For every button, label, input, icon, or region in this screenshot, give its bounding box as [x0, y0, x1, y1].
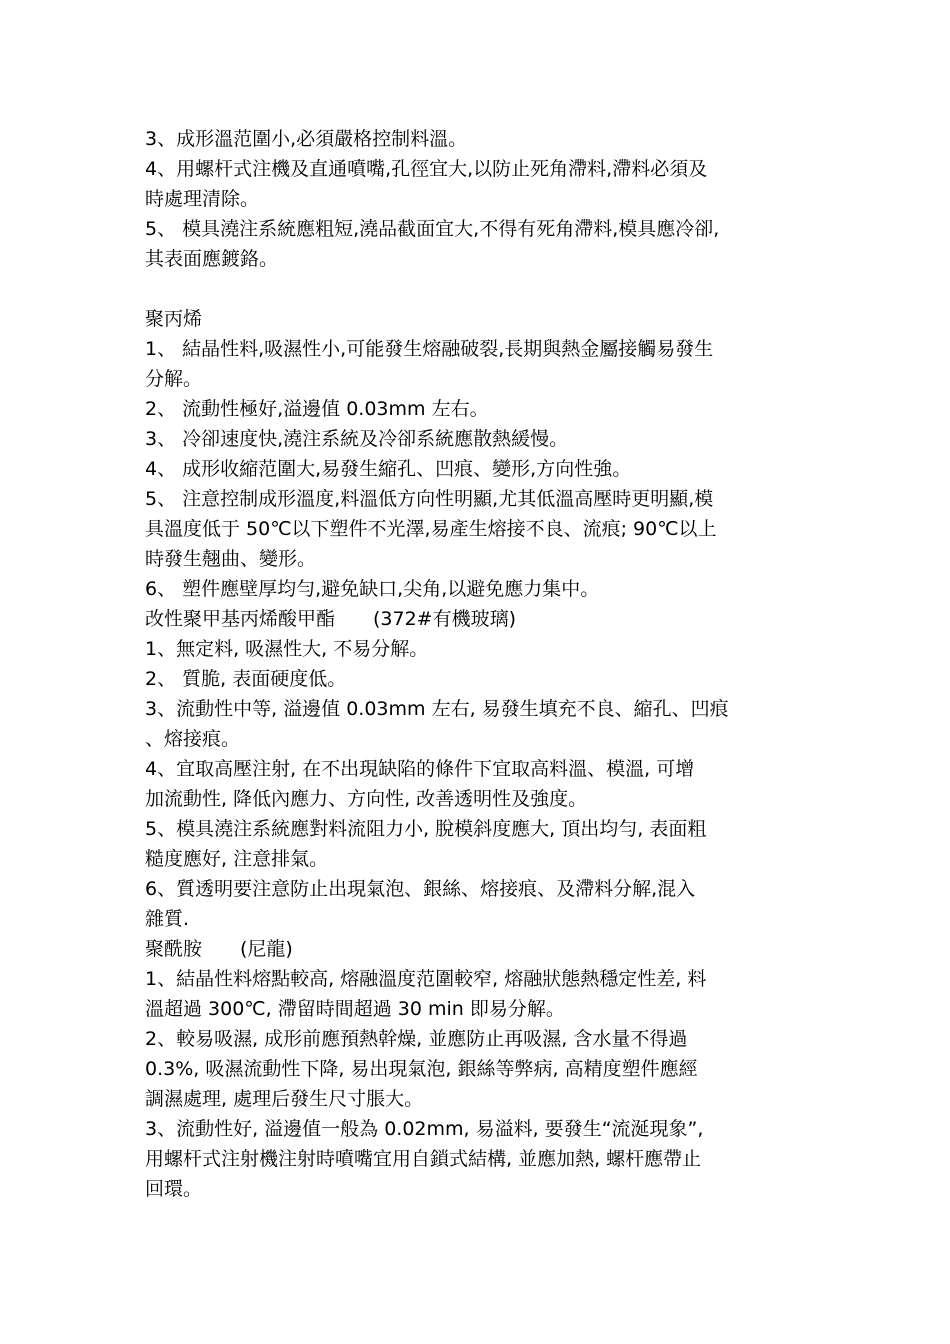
text-line: 6、 塑件應壁厚均勻,避免缺口,尖角,以避免應力集中。 — [145, 578, 600, 600]
text-line: 0.3%, 吸濕流動性下降, 易出現氣泡, 銀絲等弊病, 高精度塑件應經 — [145, 1058, 698, 1080]
text-line: 3、流動性好, 溢邊值一般為 0.02mm, 易溢料, 要發生“流涎現象”, — [145, 1118, 704, 1140]
document-body — [145, 124, 810, 1204]
text-line: 2、 流動性極好,溢邊值 0.03mm 左右。 — [145, 398, 489, 420]
text-line: 時發生翹曲、變形。 — [145, 548, 317, 570]
text-line: 具溫度低于 50℃以下塑件不光澤,易產生熔接不良、流痕; 90℃以上 — [145, 518, 717, 540]
section-heading-pmma: 改性聚甲基丙烯酸甲酯 (372#有機玻璃) — [145, 608, 517, 630]
text-line: 2、較易吸濕, 成形前應預熱幹燥, 並應防止再吸濕, 含水量不得過 — [145, 1028, 688, 1050]
section-heading-polyamide: 聚酰胺 (尼龍) — [145, 938, 293, 960]
text-line: 、熔接痕。 — [145, 728, 241, 750]
text-line: 加流動性, 降低內應力、方向性, 改善透明性及強度。 — [145, 788, 588, 810]
text-line: 回環。 — [145, 1178, 203, 1200]
text-line: 4、 成形收縮范圍大,易發生縮孔、凹痕、變形,方向性強。 — [145, 458, 632, 480]
text-line: 1、無定料, 吸濕性大, 不易分解。 — [145, 638, 429, 660]
text-line: 4、宜取高壓注射, 在不出現缺陷的條件下宜取高料溫、模溫, 可增 — [145, 758, 695, 780]
text-line: 5、 注意控制成形溫度,料溫低方向性明顯,尤其低溫高壓時更明顯,模 — [145, 488, 714, 510]
text-line: 6、質透明要注意防止出現氣泡、銀絲、熔接痕、及滯料分解,混入 — [145, 878, 696, 900]
text-line: 5、模具澆注系統應對料流阻力小, 脫模斜度應大, 頂出均勻, 表面粗 — [145, 818, 707, 840]
text-line: 3、 冷卻速度快,澆注系統及冷卻系統應散熱緩慢。 — [145, 428, 569, 450]
text-line: 2、 質脆, 表面硬度低。 — [145, 668, 347, 690]
text-line: 5、 模具澆注系統應粗短,澆品截面宜大,不得有死角滯料,模具應冷卻, — [145, 218, 720, 240]
text-line: 調濕處理, 處理后發生尺寸脹大。 — [145, 1088, 424, 1110]
text-line: 溫超過 300℃, 滯留時間超過 30 min 即易分解。 — [145, 998, 565, 1020]
text-line: 時處理清除。 — [145, 188, 260, 210]
text-line: 4、用螺杆式注機及直通噴嘴,孔徑宜大,以防止死角滯料,滯料必須及 — [145, 158, 708, 180]
text-line: 分解。 — [145, 368, 203, 390]
blank-line — [145, 274, 810, 304]
text-line: 糙度應好, 注意排氣。 — [145, 848, 329, 870]
text-line: 1、 結晶性料,吸濕性小,可能發生熔融破裂,長期與熱金屬接觸易發生 — [145, 338, 714, 360]
text-line: 3、成形溫范圍小,必須嚴格控制料溫。 — [145, 128, 468, 150]
text-line: 3、流動性中等, 溢邊值 0.03mm 左右, 易發生填充不良、縮孔、凹痕 — [145, 698, 729, 720]
text-line: 1、結晶性料熔點較高, 熔融溫度范圍較窄, 熔融狀態熱穩定性差, 料 — [145, 968, 707, 990]
section-heading-polypropylene: 聚丙烯 — [145, 308, 203, 330]
text-line: 用螺杆式注射機注射時噴嘴宜用自鎖式結構, 並應加熱, 螺杆應帶止 — [145, 1148, 702, 1170]
text-line: 其表面應鍍鉻。 — [145, 248, 279, 270]
text-line: 雜質. — [145, 908, 190, 930]
